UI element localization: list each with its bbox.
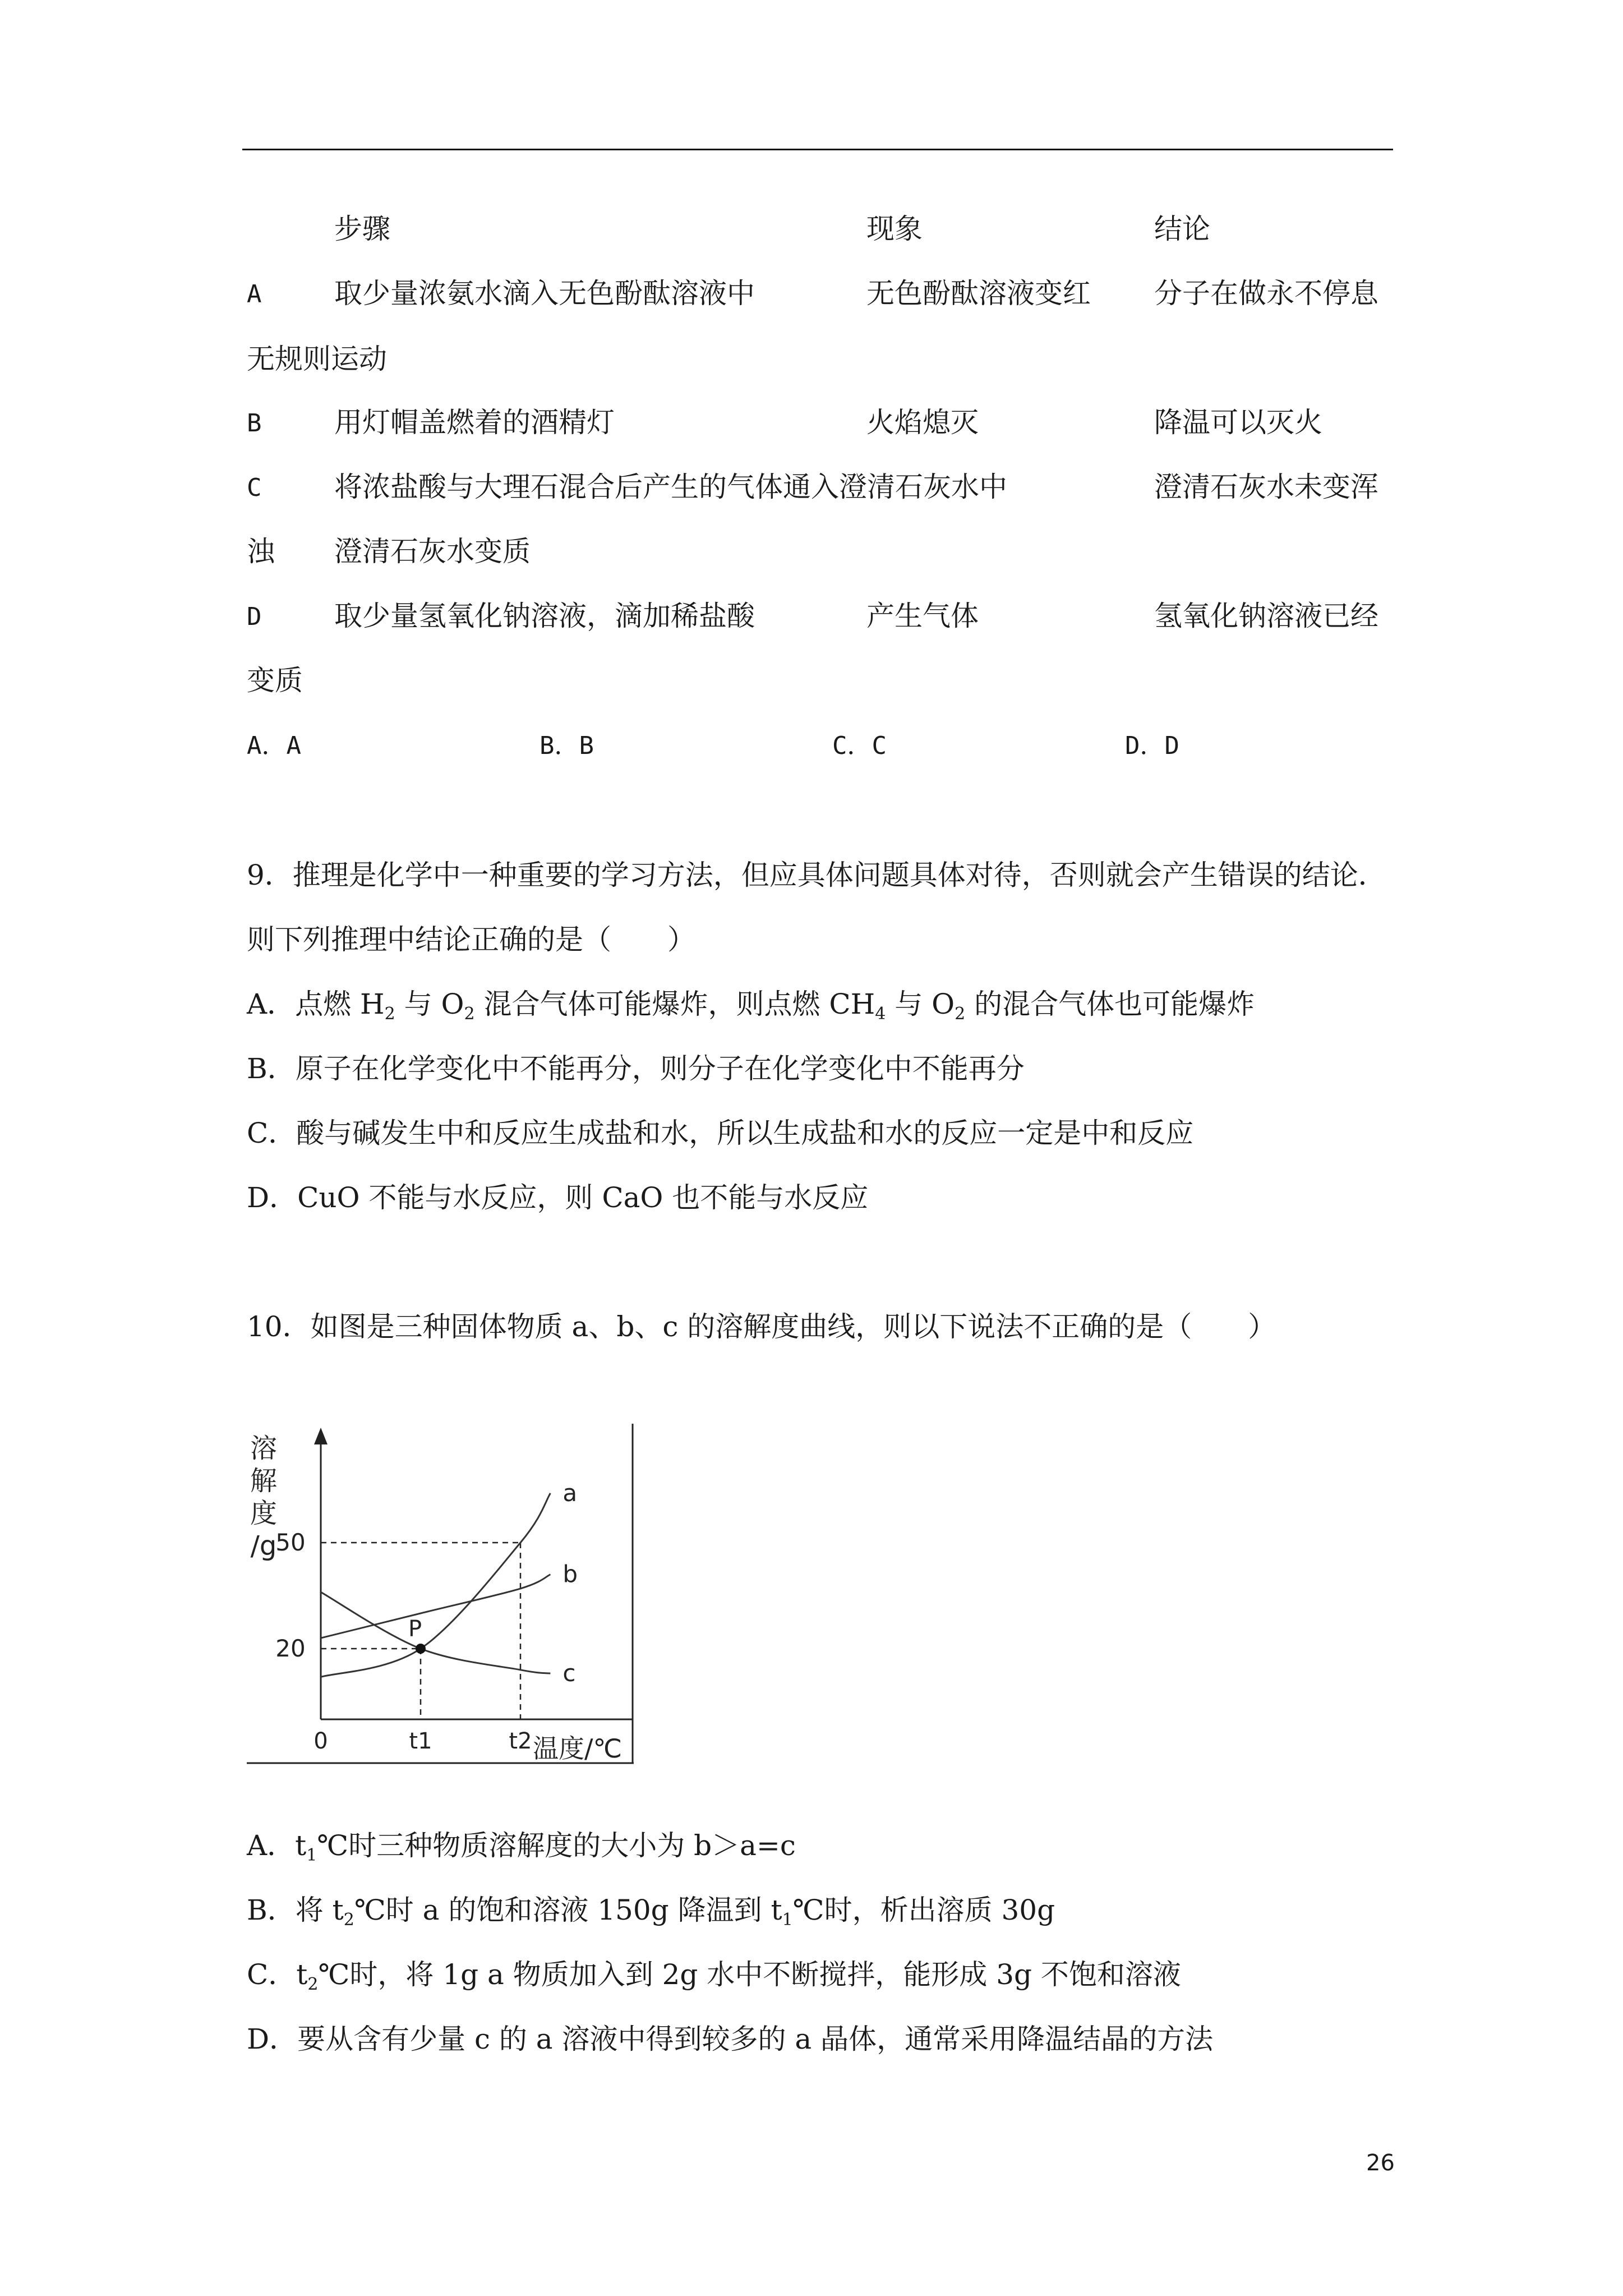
q9-option-c: C．酸与碱发生中和反应生成盐和水，所以生成盐和水的反应一定是中和反应: [247, 1117, 1194, 1149]
row-d-step: 取少量氢氧化钠溶液，滴加稀盐酸: [334, 600, 755, 632]
series-a-curve: [321, 1493, 550, 1677]
row-d-key: D: [247, 602, 262, 631]
row-b-step: 用灯帽盖燃着的酒精灯: [334, 406, 615, 439]
q8-option-b: B．B: [540, 731, 594, 760]
q10-option-c: C．$t_2℃$时，将 1g a 物质加入到 2g 水中不断搅拌，能形成 3g 不饱和溶液: [247, 1958, 1181, 1994]
y-axis-label-1: 解: [250, 1465, 278, 1497]
row-b-key: B: [247, 409, 262, 438]
y-axis-arrow-icon: [314, 1428, 328, 1444]
series-c-curve: [321, 1592, 550, 1673]
row-b-phenomenon: 火焰熄灭: [866, 406, 979, 439]
row-a-step: 取少量浓氨水滴入无色酚酞溶液中: [334, 277, 755, 310]
q9-stem-line2: 则下列推理中结论正确的是（ ）: [247, 923, 695, 956]
table-header-phenomenon: 现象: [866, 213, 923, 245]
table-header-step: 步骤: [334, 213, 390, 245]
row-b-conclusion: 降温可以灭火: [1154, 406, 1322, 439]
page-number: 26: [1366, 2150, 1395, 2176]
x-tick-t2: t2: [509, 1728, 532, 1754]
row-a-continuation: 无规则运动: [247, 343, 387, 375]
intersection-point-p: [416, 1644, 426, 1654]
row-c-key: C: [247, 473, 262, 502]
x-tick-t1: t1: [409, 1728, 432, 1754]
row-a-phenomenon: 无色酚酞溶液变红: [866, 277, 1091, 310]
row-d-continuation: 变质: [247, 664, 303, 697]
y-axis-label-3: /g: [250, 1530, 277, 1562]
y-tick-20: 20: [275, 1635, 306, 1662]
series-b-curve: [321, 1575, 550, 1638]
row-d-conclusion: 氢氧化钠溶液已经: [1154, 600, 1378, 632]
row-c-continuation-b: 澄清石灰水变质: [334, 535, 531, 568]
series-a-label: a: [562, 1479, 578, 1507]
header-rule: [242, 149, 1393, 150]
q8-option-d: D．D: [1125, 731, 1179, 760]
row-a-key: A: [247, 280, 262, 309]
q10-option-a: A．$t_1℃$时三种物质溶解度的大小为 b＞a=c: [247, 1829, 796, 1865]
row-d-phenomenon: 产生气体: [866, 600, 979, 632]
q9-option-b: B．原子在化学变化中不能再分，则分子在化学变化中不能再分: [247, 1052, 1025, 1085]
q10-stem: 10．如图是三种固体物质 a、b、c 的溶解度曲线，则以下说法不正确的是（ ）: [247, 1310, 1276, 1343]
series-b-label: b: [562, 1560, 578, 1588]
series-c-label: c: [562, 1659, 576, 1687]
solubility-chart: [241, 1408, 645, 1773]
q10-option-b: B．将 $t_2℃$时 a 的饱和溶液 150g 降温到 $t_1℃$时，析出溶质 30g: [247, 1894, 1055, 1930]
y-axis-label-2: 度: [250, 1498, 278, 1529]
row-a-conclusion: 分子在做永不停息: [1154, 277, 1378, 310]
q9-option-a: A．点燃 $H_2$ 与 $O_2$ 混合气体可能爆炸，则点燃 $CH_4$ 与 $O_2$ 的混合气体也可能爆炸: [247, 988, 1255, 1024]
q8-option-a: A．A: [247, 731, 301, 760]
q9-stem-line1: 9．推理是化学中一种重要的学习方法，但应具体问题具体对待，否则就会产生错误的结论．: [247, 859, 1386, 891]
row-c-conclusion: 澄清石灰水未变浑: [1154, 471, 1378, 503]
q10-option-d: D．要从含有少量 c 的 a 溶液中得到较多的 a 晶体，通常采用降温结晶的方法: [247, 2023, 1214, 2055]
q9-option-d: D．CuO 不能与水反应，则 CaO 也不能与水反应: [247, 1181, 869, 1214]
row-c-continuation-a: 浊: [247, 535, 275, 568]
y-tick-50: 50: [275, 1529, 306, 1556]
q8-option-c: C．C: [832, 731, 887, 760]
table-header-conclusion: 结论: [1154, 213, 1210, 245]
row-c-step: 将浓盐酸与大理石混合后产生的气体通入澄清石灰水中: [334, 471, 1007, 503]
x-axis-label: 温度/℃: [533, 1733, 623, 1764]
point-p-label: P: [408, 1616, 422, 1642]
y-axis-label-0: 溶: [250, 1433, 278, 1464]
x-tick-0: 0: [313, 1728, 328, 1754]
